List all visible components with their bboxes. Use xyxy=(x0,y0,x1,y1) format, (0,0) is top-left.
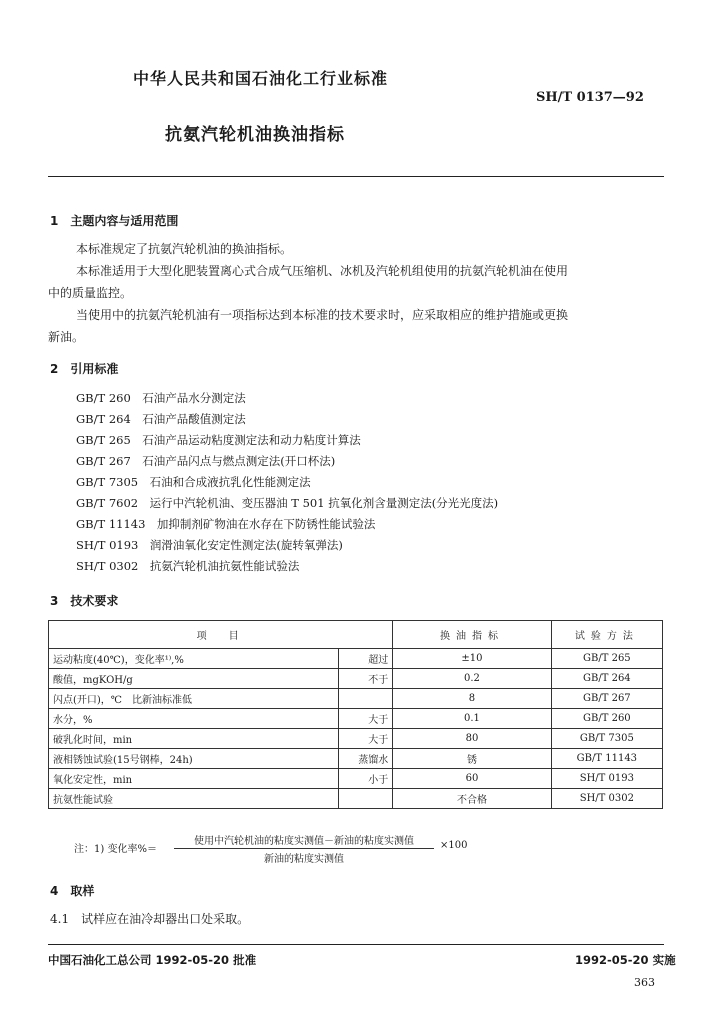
row-condition: 小于 xyxy=(339,769,393,789)
row-method: GB/T 264 xyxy=(551,669,662,689)
row-condition: 大于 xyxy=(339,709,393,729)
reference-standard: GB/T 264 石油产品酸值测定法 xyxy=(76,412,246,426)
row-item: 氧化安定性，min xyxy=(49,769,339,789)
row-item: 抗氨性能试验 xyxy=(49,789,339,809)
section-2-heading: 2 引用标准 xyxy=(50,362,119,376)
reference-standard: GB/T 260 石油产品水分测定法 xyxy=(76,391,246,405)
row-item: 水分，% xyxy=(49,709,339,729)
row-item: 运动粘度(40℃)，变化率¹⁾,% xyxy=(49,649,339,669)
reference-standard: GB/T 267 石油产品闪点与燃点测定法(开口杯法) xyxy=(76,454,336,468)
row-method: SH/T 0302 xyxy=(551,789,662,809)
note-multiplier: ×100 xyxy=(440,840,468,851)
section-1-para-1: 本标准规定了抗氨汽轮机油的换油指标。 xyxy=(76,242,293,256)
reference-standard: GB/T 265 石油产品运动粘度测定法和动力粘度计算法 xyxy=(76,433,361,447)
standard-organization: 中华人民共和国石油化工行业标准 xyxy=(133,69,389,88)
row-value: 0.2 xyxy=(393,669,552,689)
row-value: 0.1 xyxy=(393,709,552,729)
table-row xyxy=(49,789,663,809)
row-method: GB/T 260 xyxy=(551,709,662,729)
document-title: 抗氨汽轮机油换油指标 xyxy=(165,125,345,145)
row-method: GB/T 11143 xyxy=(551,749,662,769)
note-denominator: 新油的粘度实测值 xyxy=(264,854,344,865)
table-row xyxy=(49,729,663,749)
reference-standard: SH/T 0193 润滑油氧化安定性测定法(旋转氧弹法) xyxy=(76,538,343,552)
row-value: 8 xyxy=(393,689,552,709)
approval-statement: 中国石油化工总公司 1992-05-20 批准 xyxy=(48,953,257,967)
technical-requirements-table xyxy=(48,620,663,809)
table-row xyxy=(49,709,663,729)
row-method: SH/T 0193 xyxy=(551,769,662,789)
page-number: 363 xyxy=(634,976,655,989)
effective-date: 1992-05-20 实施 xyxy=(575,953,676,967)
table-row xyxy=(49,649,663,669)
table-note-prefix: 注：1) 变化率%＝ xyxy=(74,844,157,855)
section-1-para-3-line-2: 新油。 xyxy=(48,330,85,344)
section-1-heading: 1 主题内容与适用范围 xyxy=(50,214,179,228)
note-fraction xyxy=(174,832,434,865)
row-condition: 不于 xyxy=(339,669,393,689)
section-4-heading: 4 取样 xyxy=(50,884,95,898)
row-condition: 超过 xyxy=(339,649,393,669)
reference-standard: GB/T 11143 加抑制剂矿物油在水存在下防锈性能试验法 xyxy=(76,517,376,531)
table-row xyxy=(49,669,663,689)
table-row xyxy=(49,749,663,769)
row-value: 锈 xyxy=(393,749,552,769)
table-header-row xyxy=(49,621,663,649)
row-item: 破乳化时间，min xyxy=(49,729,339,749)
reference-standard: SH/T 0302 抗氨汽轮机油抗氨性能试验法 xyxy=(76,559,300,573)
row-value: 不合格 xyxy=(393,789,552,809)
header-item: 项 目 xyxy=(49,621,393,649)
row-method: GB/T 267 xyxy=(551,689,662,709)
row-condition xyxy=(339,789,393,809)
table-row xyxy=(49,689,663,709)
row-value: 80 xyxy=(393,729,552,749)
row-item: 液相锈蚀试验(15号钢棒，24h) xyxy=(49,749,339,769)
standard-code: SH/T 0137—92 xyxy=(536,90,644,105)
row-item: 酸值，mgKOH/g xyxy=(49,669,339,689)
header-divider xyxy=(48,176,664,177)
row-method: GB/T 7305 xyxy=(551,729,662,749)
note-numerator: 使用中汽轮机油的粘度实测值－新油的粘度实测值 xyxy=(174,832,434,849)
header-value: 换油指标 xyxy=(393,621,552,649)
section-1-para-2-line-2: 中的质量监控。 xyxy=(48,286,133,300)
reference-standard: GB/T 7602 运行中汽轮机油、变压器油 T 501 抗氧化剂含量测定法(分光光度法) xyxy=(76,496,499,510)
section-1-para-2-line-1: 本标准适用于大型化肥装置离心式合成气压缩机、冰机及汽轮机组使用的抗氨汽轮机油在使用 xyxy=(76,264,569,278)
section-3-heading: 3 技术要求 xyxy=(50,594,119,608)
row-condition xyxy=(339,689,393,709)
row-value: ±10 xyxy=(393,649,552,669)
row-item: 闪点(开口)，℃ 比新油标准低 xyxy=(49,689,339,709)
footer-divider xyxy=(48,944,664,945)
row-condition: 大于 xyxy=(339,729,393,749)
section-1-para-3-line-1: 当使用中的抗氨汽轮机油有一项指标达到本标准的技术要求时，应采取相应的维护措施或更换 xyxy=(76,308,569,322)
row-method: GB/T 265 xyxy=(551,649,662,669)
row-value: 60 xyxy=(393,769,552,789)
row-condition: 蒸馏水 xyxy=(339,749,393,769)
reference-standard: GB/T 7305 石油和合成液抗乳化性能测定法 xyxy=(76,475,311,489)
section-4-para-1: 4.1 试样应在油冷却器出口处采取。 xyxy=(50,912,250,926)
header-method: 试验方法 xyxy=(551,621,662,649)
table-row xyxy=(49,769,663,789)
